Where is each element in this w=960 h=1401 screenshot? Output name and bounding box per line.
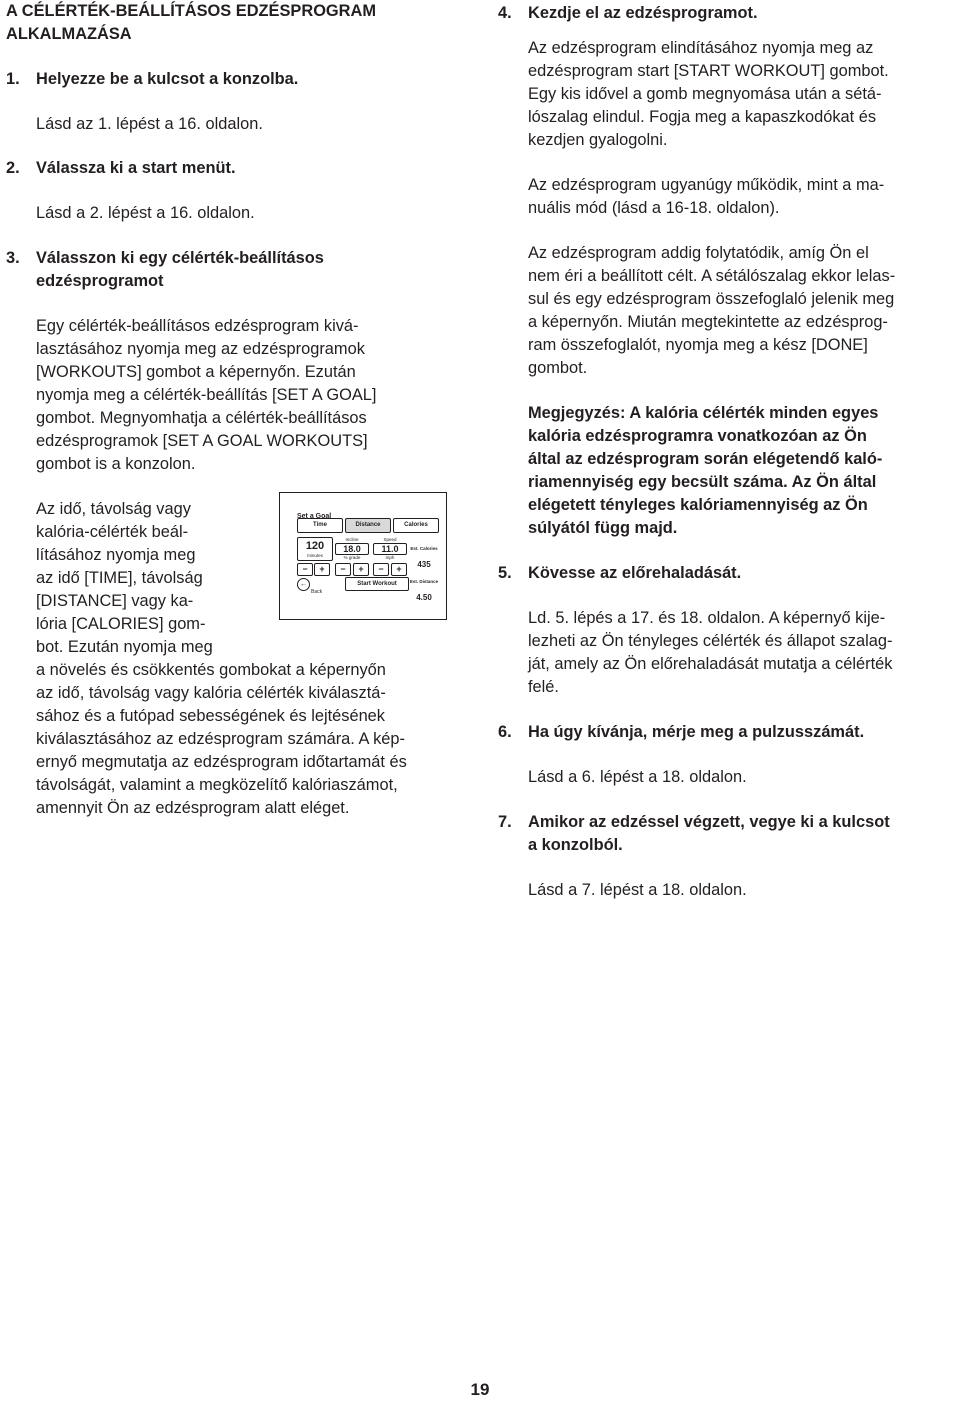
text-line: Egy célérték-beállításos edzésprogram kivá- (36, 317, 359, 335)
incline-label: Incline (345, 537, 359, 542)
text-line: lasztásához nyomja meg az edzésprogramok (36, 340, 365, 358)
step-3-paragraph-2 (6, 498, 472, 820)
title-line-2: ALKALMAZÁSA (6, 25, 132, 43)
text-line: nem éri a beállított célt. A sétálószalag ekkor lelas- (528, 267, 896, 285)
step-3 (6, 247, 472, 820)
text-line: sához és a futópad sebességének és lejtésének (36, 707, 385, 725)
speed-unit: mph (385, 555, 395, 560)
step-5-paragraph (528, 607, 960, 699)
text-line: gombot. (528, 359, 588, 377)
page-number: 19 (470, 1380, 490, 1399)
step-heading-line-2: edzésprogramot (36, 272, 164, 290)
text-line: edzésprogramok [SET A GOAL WORKOUTS] (36, 432, 368, 450)
text-line: ját, amely az Ön előrehaladását mutatja a célérték (528, 655, 893, 673)
text-line: kiválasztásához az edzésprogram számára. A kép- (36, 730, 405, 748)
left-column (6, 0, 472, 820)
text-line: súlyától függ majd. (528, 519, 678, 537)
back-label: Back (311, 589, 323, 595)
text-line: elégetett tényleges kalóriamennyiség az Ön (528, 496, 868, 514)
step-4 (498, 0, 960, 540)
text-line: Az edzésprogram addig folytatódik, amíg Ön el (528, 244, 869, 262)
step-body: Lásd az 1. lépést a 16. oldalon. (36, 115, 263, 133)
tab-time[interactable]: Time (297, 518, 343, 533)
text-line: riamennyiség egy becsült száma. Az Ön által (528, 473, 877, 491)
step-4-paragraph-3 (528, 242, 960, 380)
text-line: Az idő, távolság vagy (36, 500, 191, 518)
section-title (6, 0, 472, 46)
speed-decrease-button[interactable]: − (373, 563, 389, 576)
text-line: amennyit Ön az edzésprogram alatt eléget. (36, 799, 350, 817)
text-line: [DISTANCE] vagy ka- (36, 592, 194, 610)
text-line: Megjegyzés: A kalória célérték minden egyes (528, 404, 879, 422)
step-heading: Helyezze be a kulcsot a konzolba. (36, 70, 299, 88)
speed-value-box (373, 537, 407, 561)
step-body: Lásd a 6. lépést a 18. oldalon. (528, 768, 747, 786)
incline-increase-button[interactable]: + (353, 563, 369, 576)
text-line: gombot is a konzolon. (36, 455, 196, 473)
right-column (498, 0, 960, 902)
text-line: ernyő megmutatja az edzésprogram időtartamát és (36, 753, 407, 771)
step-heading: Ha úgy kívánja, mérje meg a pulzusszámát. (528, 723, 865, 741)
step-heading-line-1: Amikor az edzéssel végzett, vegye ki a kulcsot (528, 813, 890, 831)
text-line: felé. (528, 678, 559, 696)
text-line: kalória edzésprogramra vonatkozóan az Ön (528, 427, 867, 445)
step-heading: Válassza ki a start menüt. (36, 159, 236, 177)
text-line: sul és egy edzésprogram összefoglaló jelenik meg (528, 290, 895, 308)
goal-tabs (297, 518, 439, 533)
step-number: 3. (6, 249, 20, 267)
start-workout-button[interactable]: Start Workout (345, 577, 409, 591)
text-line: Ld. 5. lépés a 17. és 18. oldalon. A képernyő kije- (528, 609, 886, 627)
est-calories-value: 435 (417, 560, 431, 569)
text-line: kalória-célérték beál- (36, 523, 189, 541)
est-distance-value: 4.50 (416, 593, 432, 602)
tab-distance[interactable]: Distance (345, 518, 391, 533)
text-line: [WORKOUTS] gombot a képernyőn. Ezután (36, 363, 356, 381)
step-number: 7. (498, 813, 512, 831)
text-line: által az edzésprogram során elégetendő kaló- (528, 450, 883, 468)
text-line: nyomja meg a célérték-beállítás [SET A GOAL] (36, 386, 377, 404)
text-line: a képernyőn. Miután megtekintette az edzésprog- (528, 313, 888, 331)
estimates (409, 537, 439, 603)
step-number: 4. (498, 4, 512, 22)
speed-label: Speed (383, 537, 397, 542)
est-distance-label: Est. Distance (409, 579, 439, 584)
time-unit: minutes (307, 553, 323, 558)
step-number: 6. (498, 723, 512, 741)
set-a-goal-screen-figure (279, 492, 447, 620)
step-body: Lásd a 2. lépést a 16. oldalon. (36, 204, 255, 222)
step-number: 1. (6, 70, 20, 88)
text-line: gombot. Megnyomhatja a célérték-beállításos (36, 409, 367, 427)
step-1 (6, 68, 472, 136)
step-5 (498, 562, 960, 699)
time-value: 120 (305, 540, 325, 552)
text-line: a növelés és csökkentés gombokat a képernyőn (36, 661, 386, 679)
incline-unit: % grade (343, 555, 361, 560)
tab-calories[interactable]: Calories (393, 518, 439, 533)
title-line-1: A CÉLÉRTÉK-BEÁLLÍTÁSOS EDZÉSPROGRAM (6, 2, 377, 20)
step-heading-line-2: a konzolból. (528, 836, 623, 854)
screen-title: Set a Goal (297, 513, 332, 520)
text-line: az idő [TIME], távolság (36, 569, 203, 587)
text-line: ram összefoglalót, nyomja meg a kész [DONE] (528, 336, 868, 354)
text-line: kezdjen gyalogolni. (528, 131, 668, 149)
text-line: bot. Ezután nyomja meg (36, 638, 213, 656)
speed-increase-button[interactable]: + (391, 563, 407, 576)
text-line: edzésprogram start [START WORKOUT] gombot. (528, 62, 889, 80)
speed-value: 11.0 (373, 543, 407, 555)
incline-value-box (335, 537, 369, 561)
time-decrease-button[interactable]: − (297, 563, 313, 576)
step-4-paragraph-1 (528, 37, 960, 152)
step-3-paragraph-1 (36, 315, 472, 476)
step-body: Lásd a 7. lépést a 18. oldalon. (528, 881, 747, 899)
console-screen (297, 505, 447, 605)
step-heading: Kezdje el az edzésprogramot. (528, 4, 758, 22)
step-6 (498, 721, 960, 789)
text-line: lószalag elindul. Fogja meg a kapaszkodókat és (528, 108, 877, 126)
back-arrow-icon[interactable]: ← (297, 578, 310, 591)
incline-value: 18.0 (335, 543, 369, 555)
text-line: Az edzésprogram elindításához nyomja meg az (528, 39, 874, 57)
step-2 (6, 157, 472, 225)
text-line: az idő, távolság vagy kalória célérték kiválasztá- (36, 684, 386, 702)
incline-decrease-button[interactable]: − (335, 563, 351, 576)
time-value-box (297, 537, 333, 561)
text-line: nuális mód (lásd a 16-18. oldalon). (528, 199, 780, 217)
calorie-note (528, 402, 960, 540)
step-heading: Kövesse az előrehaladását. (528, 564, 742, 582)
step-number: 5. (498, 564, 512, 582)
time-increase-button[interactable]: + (314, 563, 330, 576)
step-number: 2. (6, 159, 20, 177)
text-line: lezheti az Ön tényleges célérték és állapot szalag- (528, 632, 893, 650)
est-calories-label: Est. Calories (410, 546, 438, 551)
text-line: Az edzésprogram ugyanúgy működik, mint a ma- (528, 176, 885, 194)
step-4-paragraph-2 (528, 174, 960, 220)
text-line: lória [CALORIES] gom- (36, 615, 206, 633)
text-line: távolságát, valamint a megközelítő kalóriaszámot, (36, 776, 398, 794)
text-line: lításához nyomja meg (36, 546, 196, 564)
step-7 (498, 811, 960, 902)
step-heading-line-1: Válasszon ki egy célérték-beállításos (36, 249, 324, 267)
text-line: Egy kis idővel a gomb megnyomása után a sétá- (528, 85, 882, 103)
